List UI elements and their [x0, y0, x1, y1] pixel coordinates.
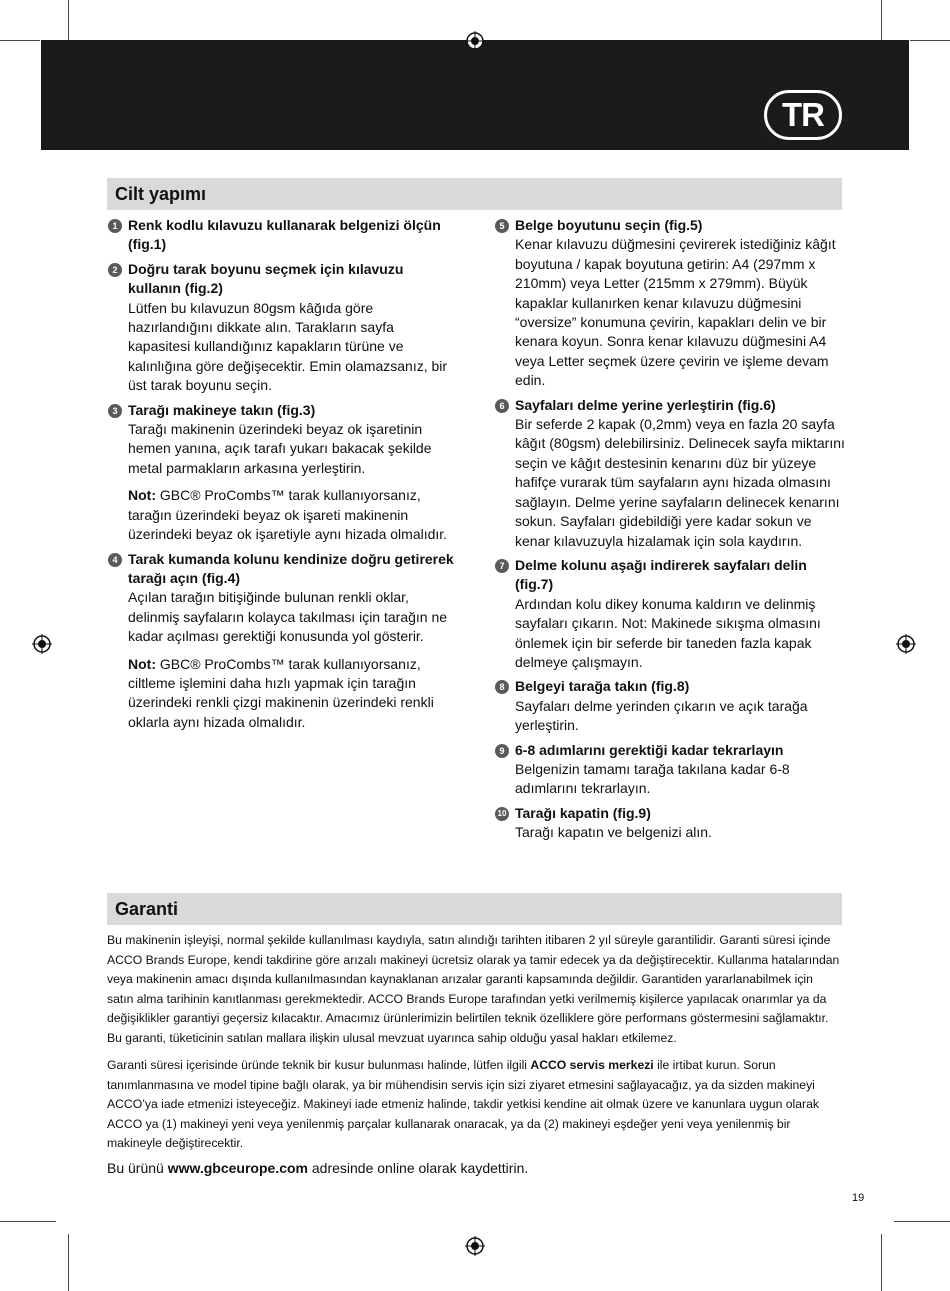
registration-mark-icon	[32, 634, 52, 654]
step-body: Lütfen bu kılavuzun 80gsm kâğıda göre hazırlandığını dikkate alın. Tarakların sayfa kapasitesi kullandığınız kapakların türüne ve kalınlığına göre değişecektir. Emin olamazsanız, bir üst tarak boyunu seçin.	[128, 299, 448, 394]
step-body: Tarağı makinenin üzerindeki beyaz ok işaretinin hemen yanına, açık tarafı yukarı bakacak şekilde metal parmakların arkasına yerleştirin.	[128, 421, 432, 476]
guarantee-paragraph: Bu makinenin işleyişi, normal şekilde kullanılması kaydıyla, satın alındığı tarihten itibaren 2 yıl süreyle garantilidir. Garanti süresi içinde ACCO Brands Europe, kendi takdirine göre arızalı makineyi ücretsiz olarak ya tamir edecek ya da değiştirecektir. Kullanma hatalarından veya makinenin amacı dışında kullanılmasından kaynaklanan arızalar garanti kapsamında değildir. Garantiden yararlanabilmek için satın alma tarihinin kanıtlanması gerekmektedir. ACCO Brands Europe tarafından yetki verilmemiş kişilerce yapılacak onarımlar ya da değişiklikler garantiyi geçersiz kılacaktır. Amacımız ürünlerimizin belirtilen teknik özelliklere göre performans göstermesini sağlamaktır. Bu garanti, tüketicinin satılan mallara ilişkin ulusal mevzuat uyarınca sahip olduğu yasal hakları etkilemez.	[107, 933, 840, 1045]
note-text: GBC® ProCombs™ tarak kullanıyorsanız, ciltleme işlemini daha hızlı yapmak için tarağın üzerindeki renkli çizgi makinenin üzerindeki renkli oklarla aynı hizada olmalıdır.	[128, 655, 434, 730]
step-body: Ardından kolu dikey konuma kaldırın ve delinmiş sayfaları çıkarın. Not: Makinede sıkışma olmasını önlemek için bir seferde bir taneden fazla kapak delmeye çalışmayın.	[515, 595, 821, 670]
step-number: 8	[495, 680, 509, 694]
step-title: Belge boyutunu seçin (fig.5)	[515, 217, 703, 233]
step-item	[495, 741, 845, 799]
section-title-garanti: Garanti	[107, 893, 842, 925]
register-link[interactable]: www.gbceurope.com	[167, 1160, 308, 1176]
step-title: Renk kodlu kılavuzu kullanarak belgenizi ölçün (fig.1)	[128, 217, 441, 253]
crop-mark	[881, 1234, 882, 1291]
step-title: 6-8 adımlarını gerektiği kadar tekrarlayın	[515, 741, 784, 758]
guarantee-text	[107, 931, 842, 1162]
step-number: 7	[495, 559, 509, 573]
step-note	[128, 655, 458, 733]
crop-mark	[0, 1221, 56, 1222]
step-title: Tarağı kapatin (fig.9)	[515, 804, 651, 821]
register-text: Bu ürünü	[107, 1160, 168, 1176]
step-title: Belgeyi tarağa takın (fig.8)	[515, 678, 690, 695]
step-number: 5	[495, 219, 509, 233]
guarantee-paragraph	[107, 1056, 842, 1154]
crop-mark	[894, 1221, 950, 1222]
step-number: 1	[108, 219, 122, 233]
page-number: 19	[852, 1192, 865, 1204]
step-item	[495, 677, 845, 735]
step-number: 4	[108, 553, 122, 567]
steps-left-column	[108, 216, 458, 737]
step-body: Açılan tarağın bitişiğinde bulunan renkli oklar, delinmiş sayfaların kolayca takılması için tarağın ne kadar açılması gerektiği konusunda yol gösterir.	[128, 589, 448, 645]
note-text: GBC® ProCombs™ tarak kullanıyorsanız, tarağın üzerindeki beyaz ok işareti makinenin üzerindeki beyaz ok işaretiyle aynı hizada olmalıdır.	[128, 487, 448, 543]
step-item	[495, 804, 845, 843]
guarantee-text-part: Garanti süresi içerisinde üründe teknik bir kusur bulunması halinde, lütfen ilgili	[107, 1058, 531, 1072]
guarantee-text-part: ile irtibat kurun. Sorun tanımlanmasına ve model tipine bağlı olarak, ya bir mühendisin servis için sizi ziyaret etmesini sağlayacağız, ya da sizden makineyi ACCO’ya iade etmenizi isteyeceğiz. Makineyi iade etmeniz halinde, takdir yetkisi kendine ait olmak üzere ve kanunlara uygun olarak ACCO ya (1) makineyi yeni veya yenilenmiş parçalar kullanarak onaracak, ya da (2) makineyi eşdeğer yeni veya yenilenmiş bir makineyle değiştirecektir.	[107, 1058, 819, 1150]
step-title: Tarağı makineye takın (fig.3)	[128, 401, 316, 418]
registration-mark-icon	[465, 31, 485, 51]
step-item	[108, 260, 458, 396]
step-title: Sayfaları delme yerine yerleştirin (fig.6)	[515, 396, 776, 413]
note-label: Not:	[128, 655, 156, 672]
step-item	[495, 396, 845, 551]
section-title-cilt: Cilt yapımı	[107, 178, 842, 210]
step-title: Tarak kumanda kolunu kendinize doğru getirerek tarağı açın (fig.4)	[128, 550, 454, 586]
crop-mark	[0, 40, 40, 41]
note-label: Not:	[128, 487, 156, 504]
step-item	[108, 216, 458, 255]
step-item	[108, 401, 458, 545]
step-body: Belgenizin tamamı tarağa takılana kadar 6-8 adımlarını tekrarlayın.	[515, 760, 790, 797]
registration-mark-icon	[465, 1236, 485, 1256]
step-title: Delme kolunu aşağı indirerek sayfaları delin (fig.7)	[515, 556, 807, 593]
registration-mark-icon	[896, 634, 916, 654]
step-body: Bir seferde 2 kapak (0,2mm) veya en fazla 20 sayfa kâğıt (80gsm) delebilirsiniz. Delinecek sayfa miktarını seçin ve kâğıt destesinin kenarını düz bir yüzeye hafifçe vurarak tüm sayfaların aynı hizada olmasını sağlayın. Delme yerine sayfaların delinecek kenarını sokun. Sayfaları gidebildiği yere kadar sokun ve kenar kılavuzuyla hizalamak için sola kaydırın.	[515, 416, 845, 549]
register-text: adresinde online olarak kaydettirin.	[308, 1160, 529, 1176]
step-title: Doğru tarak boyunu seçmek için kılavuzu kullanın (fig.2)	[128, 260, 404, 297]
step-body: Tarağı kapatın ve belgenizi alın.	[515, 824, 712, 841]
service-center-name: ACCO servis merkezi	[530, 1058, 654, 1072]
step-item	[108, 550, 458, 733]
crop-mark	[68, 1234, 69, 1291]
language-badge: TR	[764, 90, 842, 140]
steps-right-column	[495, 216, 845, 848]
step-body: Kenar kılavuzu düğmesini çevirerek istediğiniz kâğıt boyutuna / kapak boyutuna getirin: A4 (297mm x 210mm) veya Letter (215mm x 279mm). Büyük kapaklar kullanırken kenar kılavuzu düğmesini “oversize” konumuna çevirin, kapakları delin ve bir kenara koyun. Sonra kenar kılavuzu düğmesini A4 veya Letter seçmek üzere çevirin ve işleme devam edin.	[515, 236, 836, 389]
step-note	[128, 486, 458, 544]
step-body: Sayfaları delme yerinden çıkarın ve açık tarağa yerleştirin.	[515, 697, 808, 734]
step-item	[495, 216, 845, 391]
step-number: 3	[108, 404, 122, 418]
step-number: 10	[495, 807, 509, 821]
crop-mark	[910, 40, 950, 41]
step-number: 9	[495, 744, 509, 758]
step-item	[495, 556, 845, 672]
step-number: 2	[108, 263, 122, 277]
step-number: 6	[495, 399, 509, 413]
register-line	[107, 1158, 842, 1178]
